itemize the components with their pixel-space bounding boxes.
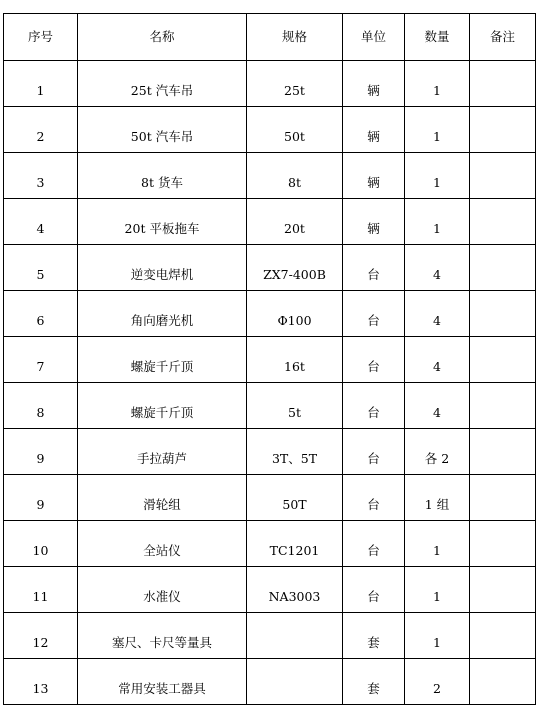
cell-name: 手拉葫芦 xyxy=(78,429,247,475)
cell-unit: 套 xyxy=(343,613,405,659)
cell-no: 13 xyxy=(4,659,78,705)
cell-unit: 套 xyxy=(343,659,405,705)
cell-unit: 台 xyxy=(343,291,405,337)
cell-name: 8t 货车 xyxy=(78,153,247,199)
table-row xyxy=(4,337,536,383)
cell-unit: 台 xyxy=(343,521,405,567)
cell-spec: 8t xyxy=(247,153,343,199)
cell-remark xyxy=(470,153,536,199)
cell-remark xyxy=(470,383,536,429)
cell-qty: 1 xyxy=(405,107,470,153)
cell-qty: 1 xyxy=(405,61,470,107)
table-row xyxy=(4,659,536,705)
cell-qty: 2 xyxy=(405,659,470,705)
cell-remark xyxy=(470,199,536,245)
cell-spec: 20t xyxy=(247,199,343,245)
cell-no: 2 xyxy=(4,107,78,153)
cell-spec: 50T xyxy=(247,475,343,521)
cell-qty: 各 2 xyxy=(405,429,470,475)
cell-remark xyxy=(470,613,536,659)
cell-spec: 3T、5T xyxy=(247,429,343,475)
cell-no: 4 xyxy=(4,199,78,245)
table-row xyxy=(4,613,536,659)
cell-qty: 1 xyxy=(405,521,470,567)
cell-spec: 25t xyxy=(247,61,343,107)
cell-qty: 1 xyxy=(405,153,470,199)
cell-no: 7 xyxy=(4,337,78,383)
table-row xyxy=(4,383,536,429)
table-row xyxy=(4,291,536,337)
table-row xyxy=(4,107,536,153)
cell-unit: 辆 xyxy=(343,61,405,107)
cell-name: 塞尺、卡尺等量具 xyxy=(78,613,247,659)
table-header-row xyxy=(4,14,536,61)
cell-unit: 台 xyxy=(343,337,405,383)
cell-no: 5 xyxy=(4,245,78,291)
cell-no: 3 xyxy=(4,153,78,199)
table-row xyxy=(4,567,536,613)
table-row xyxy=(4,153,536,199)
cell-name: 常用安装工器具 xyxy=(78,659,247,705)
cell-spec: 5t xyxy=(247,383,343,429)
cell-spec xyxy=(247,613,343,659)
cell-unit: 辆 xyxy=(343,107,405,153)
cell-unit: 台 xyxy=(343,429,405,475)
cell-qty: 4 xyxy=(405,337,470,383)
cell-unit: 辆 xyxy=(343,153,405,199)
cell-name: 50t 汽车吊 xyxy=(78,107,247,153)
cell-remark xyxy=(470,521,536,567)
cell-name: 螺旋千斤顶 xyxy=(78,337,247,383)
table-row xyxy=(4,429,536,475)
cell-spec: ZX7-400B xyxy=(247,245,343,291)
cell-qty: 1 组 xyxy=(405,475,470,521)
table-row xyxy=(4,61,536,107)
header-name: 名称 xyxy=(78,14,247,61)
cell-remark xyxy=(470,429,536,475)
cell-no: 6 xyxy=(4,291,78,337)
cell-no: 9 xyxy=(4,429,78,475)
cell-no: 11 xyxy=(4,567,78,613)
cell-remark xyxy=(470,107,536,153)
cell-spec: 50t xyxy=(247,107,343,153)
cell-spec: NA3003 xyxy=(247,567,343,613)
header-qty: 数量 xyxy=(405,14,470,61)
cell-remark xyxy=(470,61,536,107)
cell-no: 8 xyxy=(4,383,78,429)
cell-qty: 1 xyxy=(405,613,470,659)
cell-no: 10 xyxy=(4,521,78,567)
table-row xyxy=(4,199,536,245)
header-no: 序号 xyxy=(4,14,78,61)
cell-name: 逆变电焊机 xyxy=(78,245,247,291)
cell-no: 12 xyxy=(4,613,78,659)
cell-name: 角向磨光机 xyxy=(78,291,247,337)
header-unit: 单位 xyxy=(343,14,405,61)
cell-unit: 台 xyxy=(343,245,405,291)
cell-name: 全站仪 xyxy=(78,521,247,567)
cell-remark xyxy=(470,659,536,705)
cell-unit: 台 xyxy=(343,383,405,429)
table-row xyxy=(4,245,536,291)
cell-qty: 1 xyxy=(405,567,470,613)
cell-name: 25t 汽车吊 xyxy=(78,61,247,107)
cell-unit: 台 xyxy=(343,475,405,521)
cell-name: 滑轮组 xyxy=(78,475,247,521)
cell-remark xyxy=(470,291,536,337)
cell-name: 水准仪 xyxy=(78,567,247,613)
cell-name: 20t 平板拖车 xyxy=(78,199,247,245)
cell-name: 螺旋千斤顶 xyxy=(78,383,247,429)
cell-spec xyxy=(247,659,343,705)
cell-qty: 1 xyxy=(405,199,470,245)
cell-no: 9 xyxy=(4,475,78,521)
cell-qty: 4 xyxy=(405,383,470,429)
table-row xyxy=(4,521,536,567)
header-remark: 备注 xyxy=(470,14,536,61)
cell-remark xyxy=(470,245,536,291)
header-spec: 规格 xyxy=(247,14,343,61)
cell-unit: 台 xyxy=(343,567,405,613)
cell-remark xyxy=(470,337,536,383)
cell-qty: 4 xyxy=(405,291,470,337)
cell-no: 1 xyxy=(4,61,78,107)
cell-remark xyxy=(470,475,536,521)
cell-unit: 辆 xyxy=(343,199,405,245)
cell-spec: Φ100 xyxy=(247,291,343,337)
cell-remark xyxy=(470,567,536,613)
cell-spec: 16t xyxy=(247,337,343,383)
table-row xyxy=(4,475,536,521)
cell-spec: TC1201 xyxy=(247,521,343,567)
cell-qty: 4 xyxy=(405,245,470,291)
equipment-table xyxy=(3,13,536,705)
